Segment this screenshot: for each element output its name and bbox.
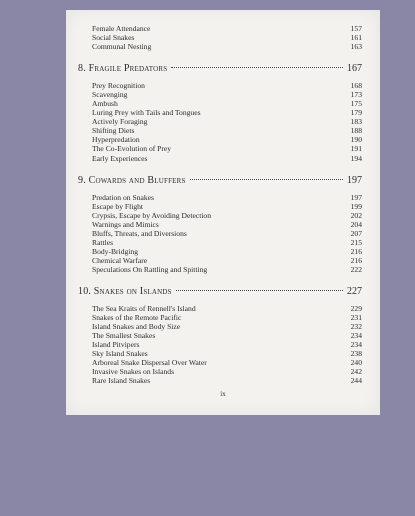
entry-page-number: 238	[350, 349, 362, 359]
entry-title: Scavenging	[92, 90, 128, 100]
entry-page-number: 161	[350, 33, 362, 43]
toc-entry	[78, 99, 362, 108]
entry-title: Prey Recognition	[92, 81, 145, 91]
toc-entry	[78, 313, 362, 322]
entry-title: Arboreal Snake Dispersal Over Water	[92, 358, 207, 368]
entry-title: Speculations On Rattling and Spitting	[92, 264, 208, 274]
entry-page-number: 242	[350, 367, 362, 377]
toc-entry	[78, 247, 362, 256]
entry-page-number: 179	[350, 108, 362, 118]
leader-dots	[190, 179, 343, 180]
toc-entry	[78, 358, 362, 367]
entry-title: Rare Island Snakes	[92, 376, 151, 386]
entry-page-number: 157	[350, 24, 362, 33]
entry-page-number: 240	[350, 358, 362, 368]
entry-title: Chemical Warfare	[92, 255, 148, 265]
toc-entry	[78, 117, 362, 126]
entry-page-number: 232	[350, 322, 362, 332]
entry-title: Snakes of the Remote Pacific	[92, 313, 182, 323]
toc-entry	[78, 144, 362, 153]
entry-title: The Co-Evolution of Prey	[92, 144, 172, 154]
toc-entry	[78, 42, 362, 51]
toc-entry	[78, 108, 362, 117]
entry-page-number: 202	[350, 210, 362, 220]
entry-title: Crypsis, Escape by Avoiding Detection	[92, 210, 212, 220]
entry-page-number: 194	[350, 153, 362, 163]
entry-page-number: 216	[350, 255, 362, 265]
toc-entry	[78, 331, 362, 340]
entry-title: Hyperpredation	[92, 135, 140, 145]
entry-title: Sky Island Snakes	[92, 349, 148, 359]
entry-page-number: 216	[350, 246, 362, 256]
toc-entry	[78, 211, 362, 220]
toc-entry	[78, 90, 362, 99]
entry-page-number: 207	[350, 228, 362, 238]
table-of-contents	[78, 24, 362, 385]
entry-page-number: 229	[350, 303, 362, 313]
leader-dots	[171, 67, 343, 68]
entry-page-number: 204	[350, 219, 362, 229]
book-page	[66, 10, 380, 415]
entry-page-number: 191	[350, 144, 362, 154]
toc-entry	[78, 33, 362, 42]
chapter-heading	[78, 286, 362, 298]
toc-entry	[78, 202, 362, 211]
toc-entry	[78, 265, 362, 274]
entry-page-number: 244	[350, 376, 362, 386]
entry-title: The Sea Kraits of Rennell's Island	[92, 303, 196, 313]
toc-entry	[78, 229, 362, 238]
toc-entry	[78, 376, 362, 385]
entry-title: Luring Prey with Tails and Tongues	[92, 108, 201, 118]
entry-title: Ambush	[92, 99, 118, 109]
entry-page-number: 231	[350, 313, 362, 323]
entry-page-number: 234	[350, 331, 362, 341]
entry-title: Communal Nesting	[92, 42, 152, 52]
entry-page-number: 215	[350, 237, 362, 247]
entry-title: Escape by Flight	[92, 201, 144, 211]
entry-page-number: 188	[350, 126, 362, 136]
toc-entry	[78, 126, 362, 135]
entry-title: Body-Bridging	[92, 246, 138, 256]
toc-entry	[78, 81, 362, 90]
chapter-heading	[78, 175, 362, 187]
toc-entry	[78, 135, 362, 144]
entry-title: Warnings and Mimics	[92, 219, 159, 229]
chapter-title: 8. Fragile Predators	[78, 63, 168, 75]
entry-title: Island Pitvipers	[92, 340, 140, 350]
entry-page-number: 183	[350, 117, 362, 127]
entry-title: Bluffs, Threats, and Diversions	[92, 228, 187, 238]
entry-page-number: 163	[350, 42, 362, 52]
chapter-heading	[78, 63, 362, 75]
toc-entry	[78, 340, 362, 349]
entry-page-number: 234	[350, 340, 362, 350]
toc-entry	[78, 322, 362, 331]
entry-title: The Smallest Snakes	[92, 331, 156, 341]
entry-page-number: 222	[350, 264, 362, 274]
toc-entry	[78, 367, 362, 376]
page-number: ix	[220, 390, 226, 398]
entry-title: Island Snakes and Body Size	[92, 322, 181, 332]
toc-entry	[78, 154, 362, 163]
chapter-title: 10. Snakes on Islands	[78, 285, 172, 297]
toc-entry	[78, 349, 362, 358]
toc-entry	[78, 220, 362, 229]
entry-title: Shifting Diets	[92, 126, 135, 136]
chapter-title: 9. Cowards and Bluffers	[78, 174, 186, 186]
entry-title: Social Snakes	[92, 33, 135, 43]
toc-entry	[78, 24, 362, 33]
entry-page-number: 190	[350, 135, 362, 145]
entry-page-number: 199	[350, 201, 362, 211]
entry-title: Rattles	[92, 237, 114, 247]
entry-title: Actively Foraging	[92, 117, 148, 127]
toc-entry	[78, 256, 362, 265]
chapter-page-number: 227	[347, 285, 362, 297]
toc-entry	[78, 304, 362, 313]
entry-title: Invasive Snakes on Islands	[92, 367, 175, 377]
toc-entry	[78, 238, 362, 247]
entry-page-number: 197	[350, 192, 362, 202]
toc-entry	[78, 193, 362, 202]
leader-dots	[176, 290, 343, 291]
chapter-page-number: 167	[347, 63, 362, 75]
entry-title: Predation on Snakes	[92, 192, 155, 202]
entry-title: Female Attendance	[92, 24, 151, 33]
entry-title: Early Experiences	[92, 153, 148, 163]
entry-page-number: 175	[350, 99, 362, 109]
entry-page-number: 173	[350, 90, 362, 100]
entry-page-number: 168	[350, 81, 362, 91]
chapter-page-number: 197	[347, 174, 362, 186]
